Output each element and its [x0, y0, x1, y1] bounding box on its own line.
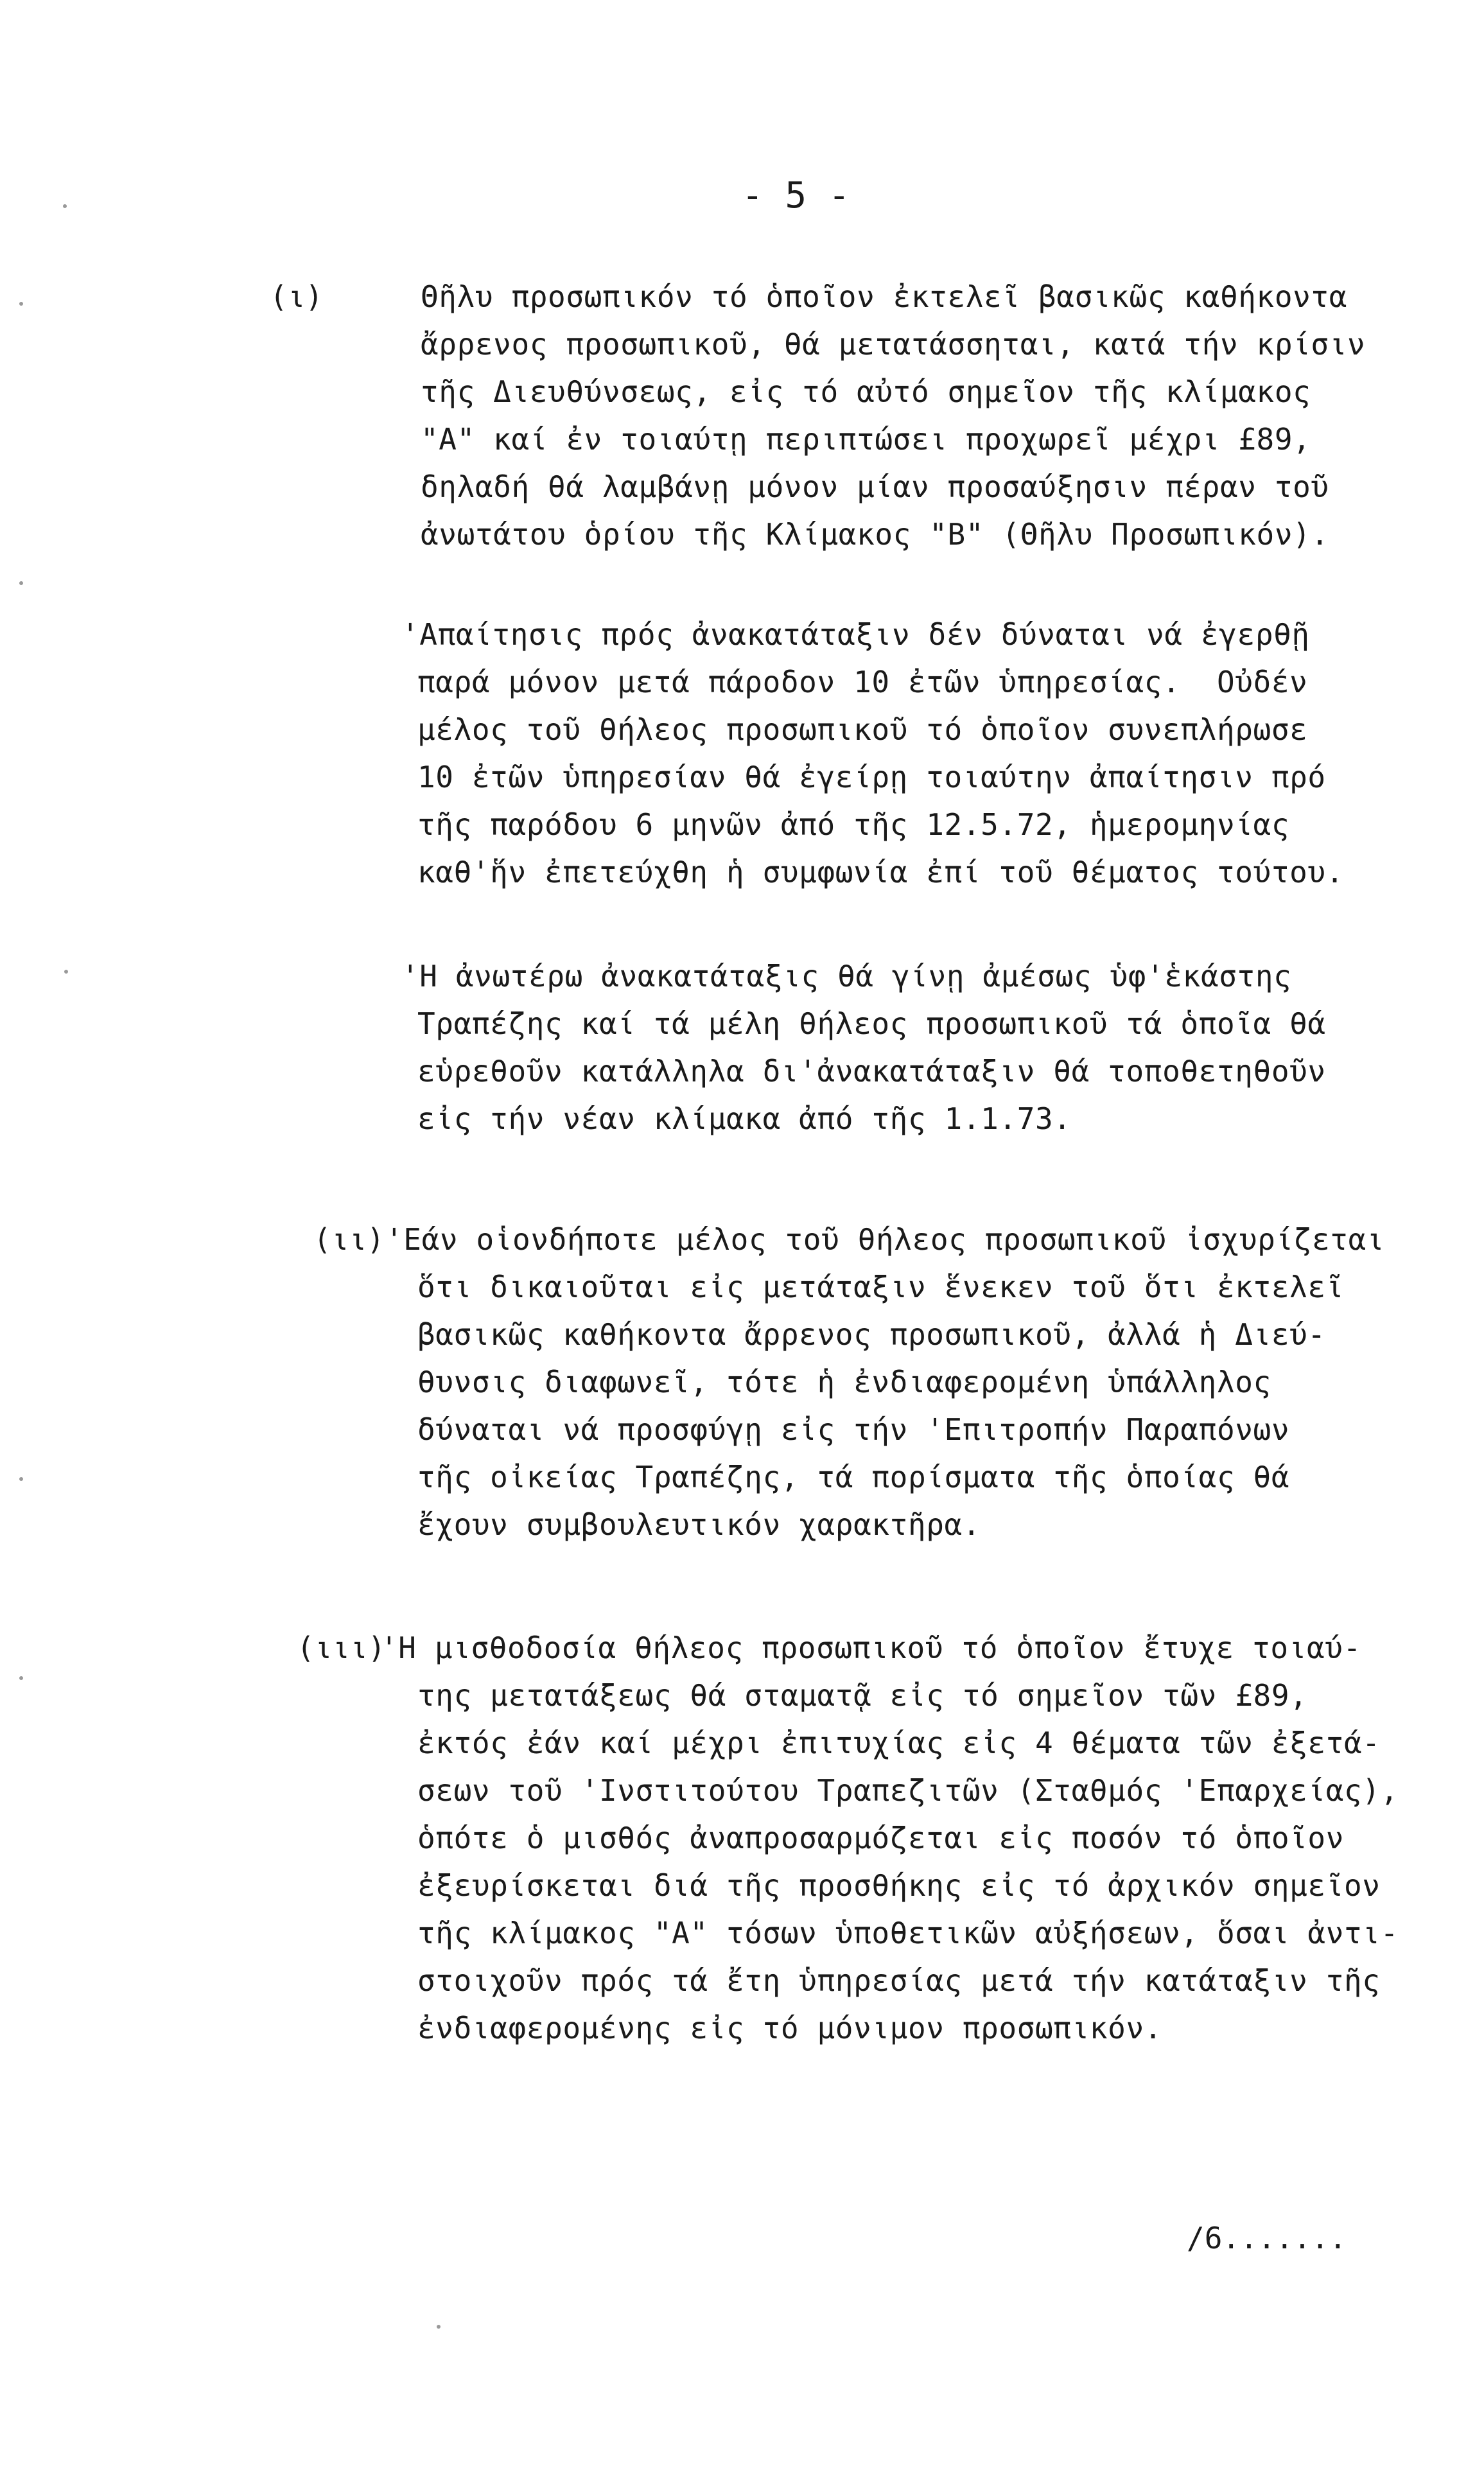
paragraph-line: παρά μόνον μετά πάροδον 10 ἐτῶν ὑπηρεσίας. Οὐδέν [417, 665, 1308, 699]
paragraph-line: ἐξευρίσκεται διά τῆς προσθήκης εἰς τό ἀρχικόν σημεῖον [417, 1868, 1381, 1903]
paragraph-line: καθ'ἥν ἐπετεύχθη ἡ συμφωνία ἐπί τοῦ θέματος τούτου. [417, 855, 1345, 889]
paragraph-line: σεων τοῦ 'Ινστιτούτου Τραπεζιτῶν (Σταθμός 'Επαρχείας), [417, 1773, 1399, 1808]
page-number: - 5 - [742, 175, 850, 216]
scan-speck [19, 1676, 23, 1680]
scan-speck [19, 1477, 23, 1481]
section-label-i: (ι) [270, 279, 324, 314]
scan-speck [437, 2325, 441, 2329]
scan-speck [19, 302, 23, 306]
paragraph-line: εὑρεθοῦν κατάλληλα δι'ἀνακατάταξιν θά τοποθετηθοῦν [417, 1054, 1326, 1089]
scan-speck [64, 970, 68, 974]
paragraph-line: 'Η μισθοδοσία θήλεος προσωπικοῦ τό ὁποῖον ἔτυχε τοιαύ- [380, 1631, 1361, 1665]
paragraph-line: τῆς οἰκείας Τραπέζης, τά πορίσματα τῆς ὁποίας θά [417, 1460, 1290, 1494]
paragraph-line: ὅτι δικαιοῦται εἰς μετάταξιν ἕνεκεν τοῦ ὅτι ἐκτελεῖ [417, 1270, 1345, 1304]
paragraph-line: "Α" καί ἐν τοιαύτῃ περιπτώσει προχωρεῖ μέχρι £89, [421, 422, 1311, 457]
paragraph-line: τῆς παρόδου 6 μηνῶν ἀπό τῆς 12.5.72, ἡμερομηνίας [417, 807, 1290, 842]
paragraph-line: 'Η ἀνωτέρω ἀνακατάταξις θά γίνῃ ἀμέσως ὑφ'ἑκάστης [401, 959, 1292, 993]
paragraph-line: στοιχοῦν πρός τά ἔτη ὑπηρεσίας μετά τήν κατάταξιν τῆς [417, 1963, 1381, 1998]
paragraph-line: ἀνωτάτου ὁρίου τῆς Κλίμακος "Β" (Θῆλυ Προσωπικόν). [421, 517, 1329, 552]
paragraph-line: θυνσις διαφωνεῖ, τότε ἡ ἐνδιαφερομένη ὑπάλληλος [417, 1365, 1271, 1399]
paragraph-line: Τραπέζης καί τά μέλη θήλεος προσωπικοῦ τά ὁποῖα θά [417, 1006, 1326, 1041]
paragraph-line: ἐνδιαφερομένης εἰς τό μόνιμον προσωπικόν. [417, 2011, 1163, 2045]
paragraph-line: τῆς κλίμακος "Α" τόσων ὑποθετικῶν αὐξήσεων, ὅσαι ἀντι- [417, 1916, 1399, 1950]
paragraph-line: της μετατάξεως θά σταματᾷ εἰς τό σημεῖον τῶν £89, [417, 1678, 1308, 1713]
continuation-reference: /6....... [1187, 2221, 1347, 2255]
paragraph-line: τῆς Διευθύνσεως, εἰς τό αὐτό σημεῖον τῆς κλίμακος [421, 374, 1311, 409]
paragraph-line: βασικῶς καθήκοντα ἄρρενος προσωπικοῦ, ἀλλά ἡ Διεύ- [417, 1317, 1326, 1352]
paragraph-line: μέλος τοῦ θήλεος προσωπικοῦ τό ὁποῖον συνεπλήρωσε [417, 712, 1308, 747]
scan-speck [19, 581, 23, 585]
paragraph-line: 'Εάν οἱονδήποτε μέλος τοῦ θήλεος προσωπικοῦ ἰσχυρίζεται [385, 1222, 1385, 1257]
paragraph-line: ἔχουν συμβουλευτικόν χαρακτῆρα. [417, 1507, 981, 1542]
paragraph-line: ἐκτός ἐάν καί μέχρι ἐπιτυχίας εἰς 4 θέματα τῶν ἐξετά- [417, 1726, 1381, 1760]
paragraph-line: ὁπότε ὁ μισθός ἀναπροσαρμόζεται εἰς ποσόν τό ὁποῖον [417, 1821, 1345, 1855]
paragraph-line: 10 ἐτῶν ὑπηρεσίαν θά ἐγείρῃ τοιαύτην ἀπαίτησιν πρό [417, 760, 1326, 794]
scan-speck [63, 204, 67, 208]
paragraph-line: 'Απαίτησις πρός ἀνακατάταξιν δέν δύναται νά ἐγερθῇ [401, 617, 1310, 652]
paragraph-line: εἰς τήν νέαν κλίμακα ἀπό τῆς 1.1.73. [417, 1101, 1072, 1136]
paragraph-line: δύναται νά προσφύγῃ εἰς τήν 'Επιτροπήν Παραπόνων [417, 1412, 1290, 1447]
paragraph-line: δηλαδή θά λαμβάνῃ μόνον μίαν προσαύξησιν πέραν τοῦ [421, 469, 1329, 504]
paragraph-line: Θῆλυ προσωπικόν τό ὁποῖον ἐκτελεῖ βασικῶς καθήκοντα [421, 279, 1348, 314]
section-label-ii: (ιι) [313, 1222, 385, 1257]
section-label-iii: (ιιι) [297, 1631, 386, 1665]
paragraph-line: ἄρρενος προσωπικοῦ, θά μετατάσσηται, κατά τήν κρίσιν [421, 327, 1366, 362]
